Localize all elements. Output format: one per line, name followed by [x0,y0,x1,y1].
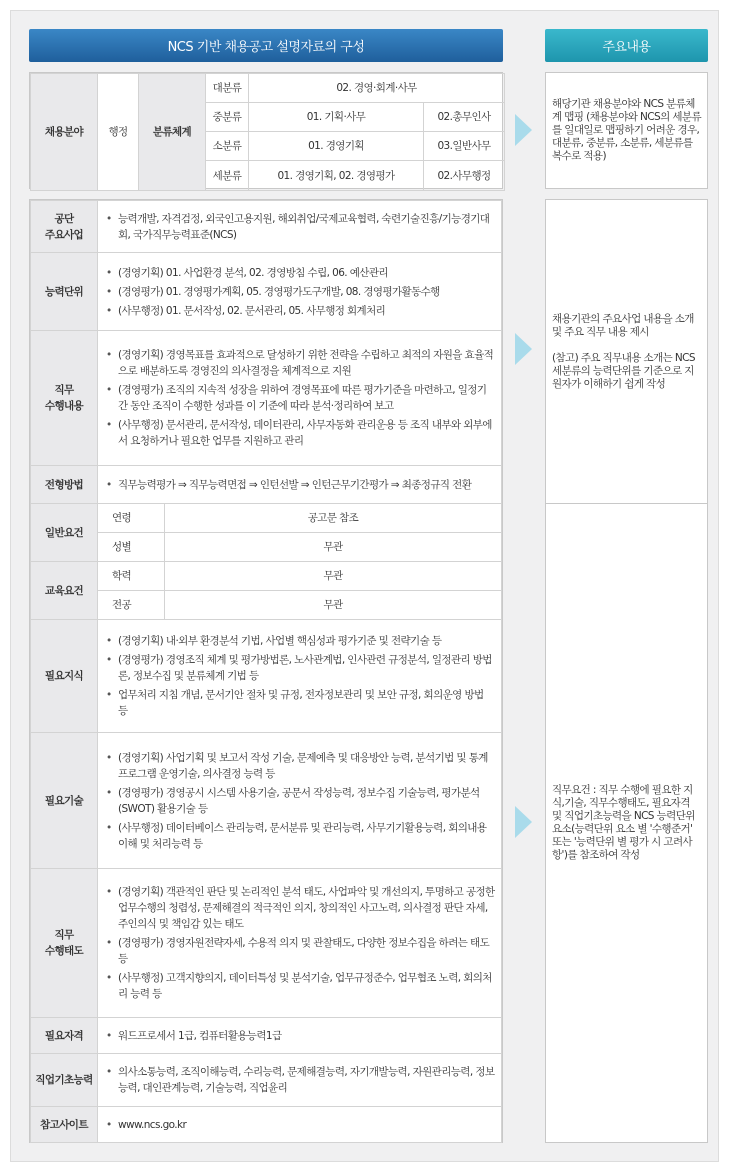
list-item: • (경영기획) 경영목표를 효과적으로 달성하기 위한 전략을 수립하고 최적의 자원을 효율적으로 배분하도록 경영진의 의사결정을 체계적으로 지원 [104,347,495,379]
field-label: 채용분야 [31,74,98,191]
level-value: 01. 기획·사무 [249,103,424,132]
job-description-table [29,199,503,1143]
requirement-key: 성별 [98,533,165,562]
main-title-bar [29,29,503,62]
level-label: 대분류 [206,74,249,103]
list-item: • (경영평가) 조직의 지속적 성장을 위하여 경영목표에 따른 평가기준을 마련하고, 일정기간 동안 조직이 수행한 성과를 이 기준에 따라 분석·정리하여 보고 [104,382,495,414]
list-item: • (경영평가) 01. 경영평가계획, 05. 경영평가도구개발, 08. 경영평가활동수행 [104,284,495,300]
skill-list [104,750,495,852]
list-item: • (경영기획) 내·외부 환경분석 기법, 사업별 핵심성과 평가기준 및 전략기술 등 [104,633,495,649]
list-item: • (경영평가) 경영자원전략자세, 수용적 의지 및 관찰태도, 다양한 정보수집을 하려는 태도 등 [104,935,495,967]
list-item: • (경영평가) 경영공시 시스템 사용기술, 공문서 작성능력, 정보수집 기술능력, 평가분석(SWOT) 활용기술 등 [104,785,495,817]
list-item: • 업무처리 지침 개념, 문서기안 절차 및 규정, 전자정보관리 및 보안 규정, 회의운영 방법 등 [104,687,495,719]
level-value: 01. 경영기획 [249,132,424,161]
arrow-right-icon [515,806,532,838]
reference-list [104,1117,495,1133]
cert-label: 필요자격 [31,1018,98,1054]
level-value-alt: 03.일반사무 [424,132,505,161]
process-list [104,477,495,493]
requirement-key: 전공 [98,591,165,620]
duty-list [104,347,495,449]
level-value-alt: 02.사무행정 [424,161,505,191]
level-label: 소분류 [206,132,249,161]
requirement-key: 연령 [98,504,165,533]
requirement-value: 무관 [165,591,502,620]
list-item: • (경영기획) 사업기획 및 보고서 작성 기술, 문제예측 및 대응방안 능력, 분석기법 및 통계 프로그램 운영기술, 의사결정 능력 등 [104,750,495,782]
list-item: • 워드프로세서 1급, 컴퓨터활용능력1급 [104,1028,495,1044]
business-list [104,211,495,243]
arrow-right-icon [515,114,532,146]
side-title: 주요내용 [602,40,651,55]
attitude-label: 직무 수행태도 [31,869,98,1018]
requirement-value: 공고문 참조 [165,504,502,533]
classification-table [29,72,503,189]
side-title-bar [545,29,708,62]
skill-label: 필요기술 [31,733,98,869]
list-item: • (사무행정) 데이터베이스 관리능력, 문서분류 및 관리능력, 사무기기활용능력, 회의내용 이해 및 처리능력 등 [104,820,495,852]
attitude-list [104,884,495,1002]
side-note-requirements [545,504,708,1143]
reference-link[interactable]: • www.ncs.go.kr [104,1117,495,1133]
unit-label: 능력단위 [31,253,98,331]
list-item: • 의사소통능력, 조직이해능력, 수리능력, 문제해결능력, 자기개발능력, 자원관리능력, 정보능력, 대인관계능력, 기술능력, 직업윤리 [104,1064,495,1096]
side-note-classification [545,72,708,189]
system-label: 분류체계 [139,74,206,191]
list-item: • (사무행정) 고객지향의지, 데이터특성 및 분석기술, 업무규정준수, 업무협조 노력, 회의처리 능력 등 [104,970,495,1002]
side-note-text: 해당기관 채용분야와 NCS 분류체계 맵핑 (채용분야와 NCS의 세분류를 일대일로 맵핑하기 어려운 경우, 대분류, 중분류, 소분류, 세분류를 복수로 적용) [552,98,702,162]
level-label: 세분류 [206,161,249,191]
list-item: • 능력개발, 자격검정, 외국인고용지원, 해외취업/국제교육협력, 숙련기술진흥/기능경기대회, 국가직무능력표준(NCS) [104,211,495,243]
business-label: 공단 주요사업 [31,201,98,253]
arrow-right-icon [515,333,532,365]
list-item: • (경영평가) 경영조직 체계 및 평가방법론, 노사관계법, 인사관련 규정분석, 일정관리 방법론, 정보수집 및 분류체계 기법 등 [104,652,495,684]
duty-label: 직무 수행내용 [31,331,98,466]
field-value: 행정 [98,74,139,191]
knowledge-label: 필요지식 [31,620,98,733]
level-value: 02. 경영·회계·사무 [249,74,505,103]
reference-label: 참고사이트 [31,1107,98,1143]
level-value: 01. 경영기획, 02. 경영평가 [249,161,424,191]
requirement-key: 학력 [98,562,165,591]
list-item: • (사무행정) 문서관리, 문서작성, 데이터관리, 사무자동화 관리운용 등 조직 내부와 외부에서 요청하거나 필요한 업무를 지원하고 관리 [104,417,495,449]
requirement-value: 무관 [165,533,502,562]
level-label: 중분류 [206,103,249,132]
basic-ability-label: 직업기초능력 [31,1054,98,1107]
basic-ability-list [104,1064,495,1096]
list-item: • (사무행정) 01. 문서작성, 02. 문서관리, 05. 사무행정 회계처리 [104,303,495,319]
requirement-value: 무관 [165,562,502,591]
list-item: • 직무능력평가 ⇒ 직무능력면접 ⇒ 인턴선발 ⇒ 인턴근무기간평가 ⇒ 최종정규직 전환 [104,477,495,493]
unit-list [104,265,495,319]
knowledge-list [104,633,495,719]
list-item: • (경영기획) 객관적인 판단 및 논리적인 분석 태도, 사업파악 및 개선의지, 투명하고 공정한 업무수행의 청렴성, 문제해결의 적극적인 의지, 창의적인 사고노력, 의사결정 판단 자세, 주인의식 및 책임감 있는 태도 [104,884,495,932]
side-note-text: 직무요건 : 직무 수행에 필요한 지식,기술, 직무수행태도, 필요자격 및 직업기초능력을 NCS 능력단위 요소(능력단위 요소 별 '수행준거' 또는 '능력단위 별 평가 시 고려사항')를 참조하여 작성 [552,784,695,861]
main-title: NCS 기반 채용공고 설명자료의 구성 [167,40,365,55]
process-label: 전형방법 [31,466,98,504]
side-note-duties [545,199,708,504]
level-value-alt: 02.총무인사 [424,103,505,132]
edu-label: 교육요건 [31,562,98,620]
cert-list [104,1028,495,1044]
side-note-text: (참고) 주요 직무내용 소개는 NCS 세분류의 능력단위를 기준으로 지원자가 이해하기 쉽게 작성 [552,351,695,390]
side-note-text: 채용기관의 주요사업 내용을 소개 및 주요 직무 내용 제시 [552,312,694,338]
list-item: • (경영기획) 01. 사업환경 분석, 02. 경영방침 수립, 06. 예산관리 [104,265,495,281]
general-label: 일반요건 [31,504,98,562]
